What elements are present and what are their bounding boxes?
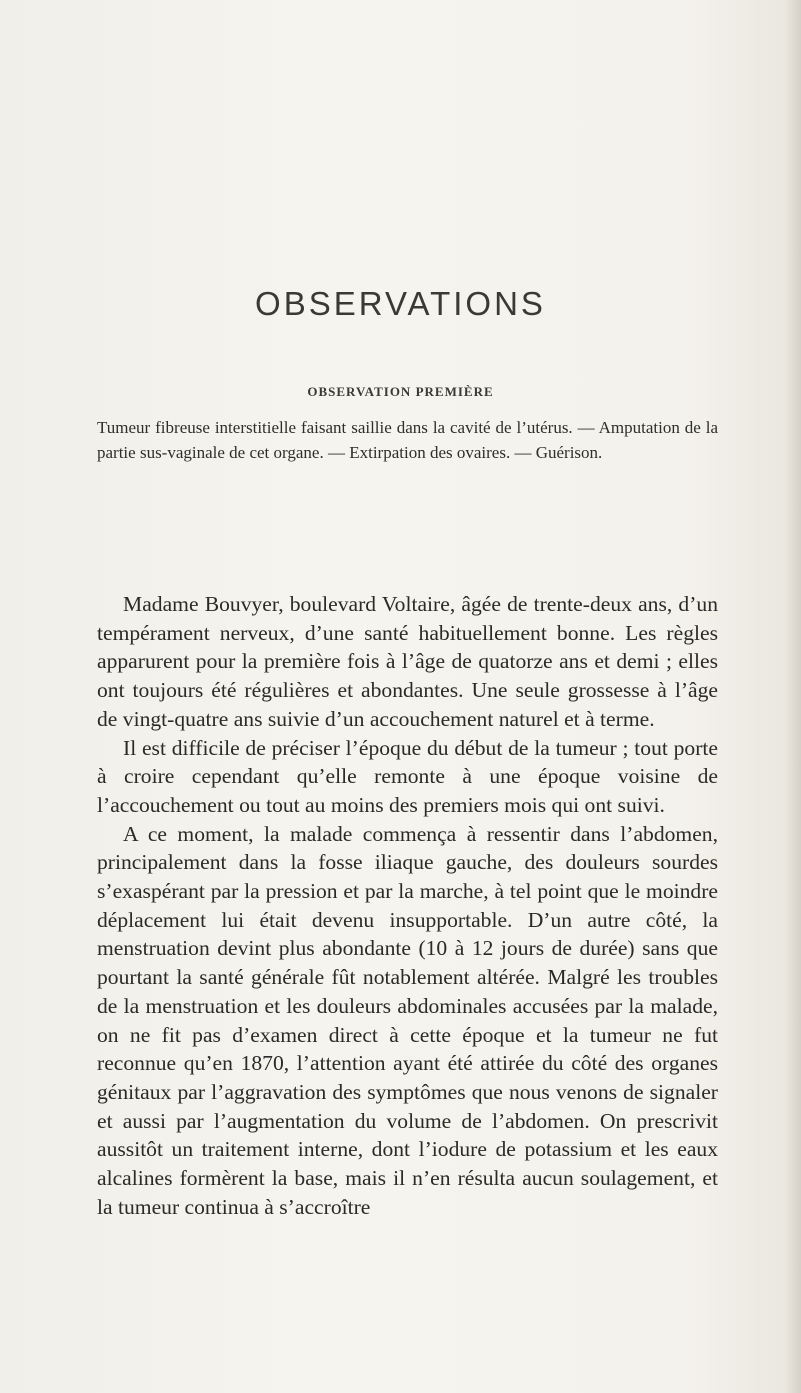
observation-title: OBSERVATION PREMIÈRE — [307, 384, 494, 399]
observation-body — [97, 590, 718, 1221]
observation-summary: Tumeur fibreuse interstitielle faisant saillie dans la cavité de l’utérus. — Amputation de la partie sus-vaginale de cet organe. — Extirpation des ovaires. — Guérison. — [97, 418, 718, 462]
paragraph-3: A ce moment, la malade commença à ressentir dans l’abdomen, principalement dans la fosse iliaque gauche, des douleurs sourdes s’exaspérant par la pression et par la marche, à tel point que le moindre déplacement lui était devenu insupportable. D’un autre côté, la menstruation devint plus abondante (10 à 12 jours de durée) sans que pourtant la santé générale fût notablement altérée. Malgré les troubles de la menstruation et les douleurs abdominales accusées par la malade, on ne fit pas d’examen direct à cette époque et la tumeur ne fut reconnue qu’en 1870, l’attention ayant été attirée du côté des organes génitaux par l’aggravation des symptômes que nous venons de signaler et aussi par l’augmentation du volume de l’abdomen. On prescrivit aussitôt un traitement interne, dont l’iodure de potassium et les eaux alcalines formèrent la base, mais il n’en résulta aucun soulagement, et la tumeur continua à s’accroître — [97, 821, 718, 1219]
section-heading: OBSERVATIONS — [255, 285, 546, 322]
page-edge-shadow — [785, 0, 801, 1393]
paragraph-2: Il est difficile de préciser l’époque du début de la tumeur ; tout porte à croire cependant qu’elle remonte à une époque voisine de l’accouchement ou tout au moins des premiers mois qui ont suivi. — [97, 735, 718, 817]
paragraph-1: Madame Bouvyer, boulevard Voltaire, âgée de trente-deux ans, d’un tempérament nerveux, d’une santé habituellement bonne. Les règles apparurent pour la première fois à l’âge de quatorze ans et demi ; elles ont toujours été régulières et abondantes. Une seule grossesse à l’âge de vingt-quatre ans suivie d’un accouchement naturel et à terme. — [97, 592, 718, 731]
